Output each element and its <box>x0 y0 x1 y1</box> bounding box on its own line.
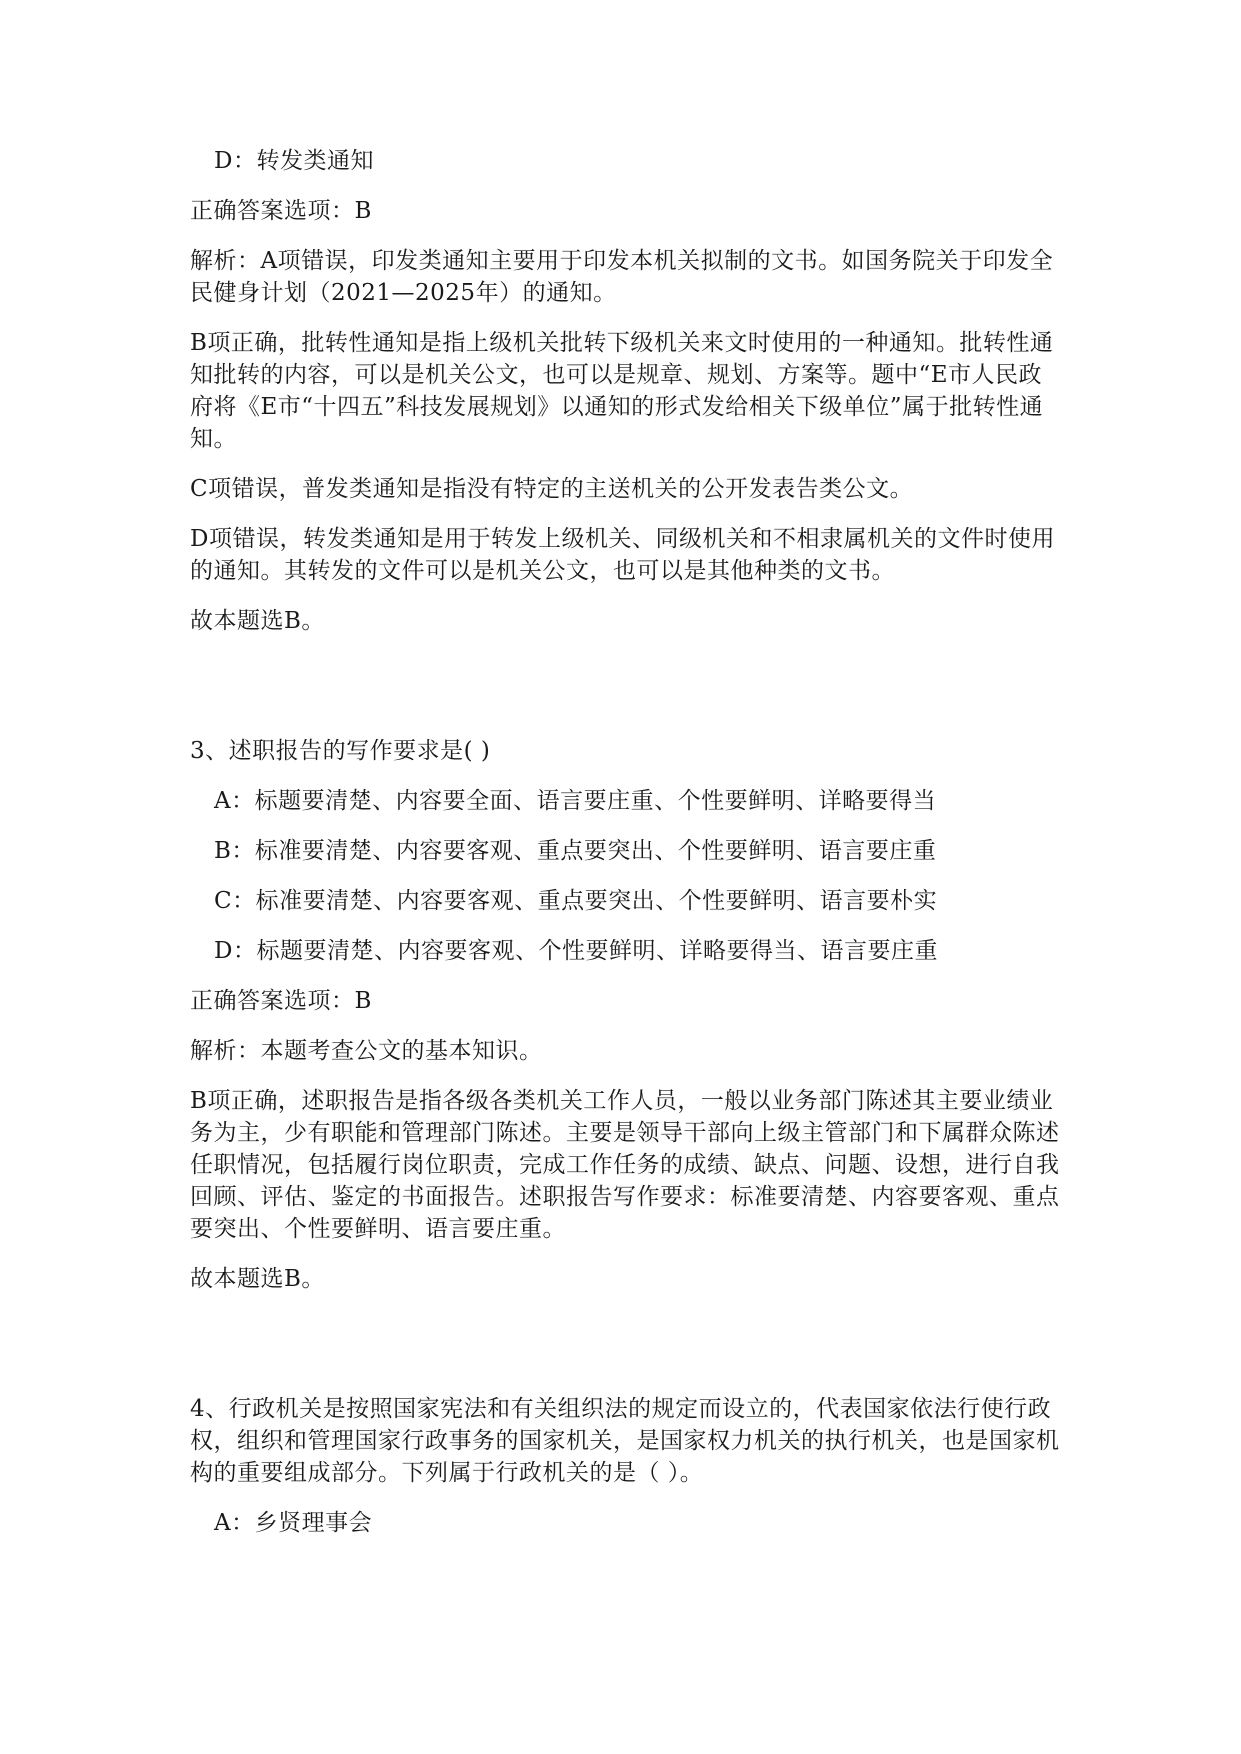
q3-option-b: B：标准要清楚、内容要客观、重点要突出、个性要鲜明、语言要庄重 <box>214 838 937 864</box>
q3-analysis-intro: 解析：本题考查公文的基本知识。 <box>190 1038 543 1064</box>
q2-option-d: D：转发类通知 <box>214 148 374 174</box>
q3-answer: 正确答案选项：B <box>190 988 372 1014</box>
q4-question: 4、行政机关是按照国家宪法和有关组织法的规定而设立的，代表国家依法行使行政权，组织和管理国家行政事务的国家机关，是国家权力机关的执行机关，也是国家机构的重要组成部分。下列属于行政机关的是（ ）。 <box>190 1396 1060 1486</box>
q2-analysis-d: D项错误，转发类通知是用于转发上级机关、同级机关和不相隶属机关的文件时使用的通知。其转发的文件可以是机关公文，也可以是其他种类的文书。 <box>190 526 1055 584</box>
spacer <box>190 655 1060 735</box>
q2-answer: 正确答案选项：B <box>190 198 372 224</box>
q3-option-c: C：标准要清楚、内容要客观、重点要突出、个性要鲜明、语言要朴实 <box>214 888 938 914</box>
q3-conclusion: 故本题选B。 <box>190 1266 325 1292</box>
q3-option-d: D：标题要清楚、内容要客观、个性要鲜明、详略要得当、语言要庄重 <box>214 938 938 964</box>
q2-analysis-c: C项错误，普发类通知是指没有特定的主送机关的公开发表告类公文。 <box>190 476 914 502</box>
q2-analysis-b: B项正确，批转性通知是指上级机关批转下级机关来文时使用的一种通知。批转性通知批转的内容，可以是机关公文，也可以是规章、规划、方案等。题中“E市人民政府将《E市“十四五”科技发展规划》以通知的形式发给相关下级单位”属于批转性通知。 <box>190 330 1054 452</box>
q2-conclusion: 故本题选B。 <box>190 608 325 634</box>
q3-analysis-b: B项正确，述职报告是指各级各类机关工作人员，一般以业务部门陈述其主要业绩业务为主，少有职能和管理部门陈述。主要是领导干部向上级主管部门和下属群众陈述任职情况，包括履行岗位职责，完成工作任务的成绩、缺点、问题、设想，进行自我回顾、评估、鉴定的书面报告。述职报告写作要求：标准要清楚、内容要客观、重点要突出、个性要鲜明、语言要庄重。 <box>190 1088 1060 1242</box>
spacer <box>190 1313 1060 1393</box>
q4-option-a: A：乡贤理事会 <box>214 1510 373 1536</box>
q3-question: 3、述职报告的写作要求是( ) <box>190 738 491 764</box>
q2-analysis-intro: 解析：A项错误，印发类通知主要用于印发本机关拟制的文书。如国务院关于印发全民健身计划（2021—2025年）的通知。 <box>190 248 1054 306</box>
q3-option-a: A：标题要清楚、内容要全面、语言要庄重、个性要鲜明、详略要得当 <box>214 788 937 814</box>
document-page <box>190 145 1060 1557</box>
